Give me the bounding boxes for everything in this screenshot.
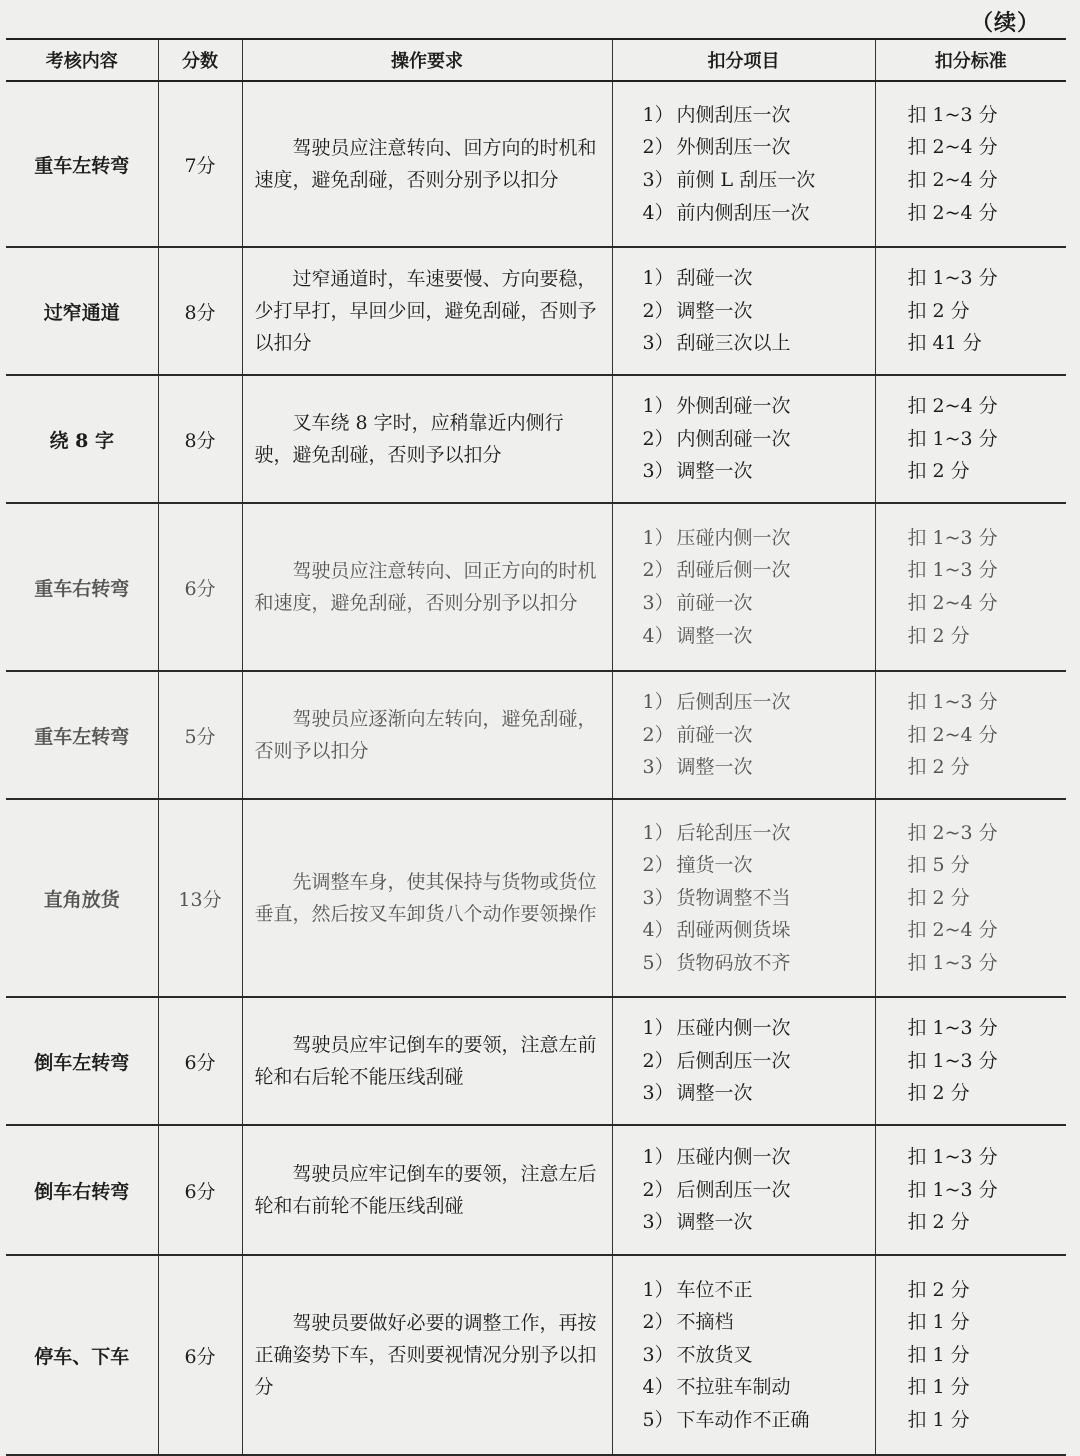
deduction-text: 后侧刮压一次: [676, 1049, 791, 1072]
deduction-text: 后轮刮压一次: [676, 821, 791, 844]
deduction-number: 2）: [642, 723, 674, 746]
deduction-number: 2）: [642, 1178, 674, 1201]
deduction-number: 3）: [642, 592, 674, 614]
cell-requirement: 过窄通道时，车速要慢、方向要稳，少打早打，早回少回，避免刮碰，否则予以扣分: [242, 247, 612, 375]
deduction-item: [643, 1045, 874, 1078]
cell-deductions: [612, 1125, 875, 1255]
deduction-standard: 扣 1~3 分: [907, 1049, 998, 1072]
deduction-item: [643, 164, 874, 197]
cell-requirement: 叉车绕 8 字时，应稍靠近内侧行驶，避免刮碰，否则予以扣分: [242, 375, 612, 503]
deduction-text: 不拉驻车制动: [676, 1376, 791, 1399]
cell-item: 绕 8 字: [6, 375, 158, 503]
cell-standards: [875, 1255, 1066, 1455]
cell-deductions: [612, 997, 875, 1125]
deduction-number: 2）: [642, 427, 674, 450]
deduction-text: 撞货一次: [676, 854, 753, 877]
deduction-item: [643, 327, 874, 360]
cell-score: 6分: [158, 503, 242, 671]
cell-score: 6分: [158, 1255, 242, 1455]
deduction-standard: 扣 2 分: [907, 299, 970, 322]
deduction-item: [643, 1339, 874, 1372]
deduction-text: 不摘档: [676, 1311, 734, 1334]
cell-item: 重车右转弯: [6, 503, 158, 671]
deduction-text: 后侧刮压一次: [676, 691, 791, 714]
table-row: [6, 1255, 1066, 1455]
deduction-text: 下车动作不正确: [676, 1408, 810, 1431]
deduction-text: 内侧刮碰一次: [676, 427, 791, 450]
deduction-standard: 扣 2 分: [907, 1211, 970, 1234]
deduction-text: 车位不正: [676, 1278, 753, 1301]
deduction-number: 1）: [642, 821, 674, 844]
deduction-standard: 扣 2~3 分: [907, 821, 998, 844]
cell-standards: [875, 247, 1066, 375]
deduction-item: [643, 817, 874, 850]
deduction-item: [643, 849, 874, 882]
cell-deductions: [612, 503, 875, 671]
cell-standards: [875, 503, 1066, 671]
cell-standards: [875, 1125, 1066, 1255]
deduction-number: 1）: [642, 103, 674, 126]
deduction-item: [643, 1371, 874, 1404]
deduction-item: [643, 522, 874, 555]
table-row: [6, 671, 1066, 799]
cell-requirement: 驾驶员应注意转向、回正方向的时机和速度，避免刮碰，否则分别予以扣分: [242, 503, 612, 671]
continuation-mark: （续）: [970, 10, 1040, 36]
deduction-item: [643, 719, 874, 752]
deduction-text: 前碰一次: [676, 723, 753, 746]
deduction-standard: 扣 2~4 分: [907, 169, 998, 191]
deduction-item: [643, 1012, 874, 1045]
deduction-text: 前侧 L 刮压一次: [676, 169, 816, 191]
deduction-standard: 扣 2 分: [907, 886, 970, 909]
deduction-text: 调整一次: [676, 1082, 753, 1105]
deduction-item: [643, 686, 874, 719]
deduction-number: 5）: [642, 951, 674, 974]
deduction-number: 4）: [642, 624, 674, 647]
table-row: [6, 503, 1066, 671]
deduction-standard: 扣 2~4 分: [907, 723, 998, 746]
deduction-standard: 扣 1 分: [907, 1408, 970, 1431]
deduction-text: 调整一次: [676, 1211, 753, 1234]
deduction-number: 3）: [642, 1082, 674, 1105]
deduction-number: 5）: [642, 1408, 674, 1431]
header-deduction: 扣分项目: [612, 39, 875, 81]
deduction-text: 刮碰两侧货垛: [676, 919, 791, 942]
deduction-item: [643, 947, 874, 980]
cell-standards: [875, 81, 1066, 247]
cell-score: 8分: [158, 247, 242, 375]
cell-deductions: [612, 247, 875, 375]
deduction-standard: 扣 2~4 分: [907, 395, 998, 418]
table-row: [6, 375, 1066, 503]
cell-item: 重车左转弯: [6, 81, 158, 247]
deduction-text: 货物调整不当: [676, 886, 791, 909]
deduction-number: 2）: [642, 854, 674, 877]
cell-item: 停车、下车: [6, 1255, 158, 1455]
deduction-item: [643, 390, 874, 423]
cell-standards: [875, 799, 1066, 997]
deduction-item: [643, 99, 874, 132]
deduction-number: 3）: [642, 460, 674, 483]
deduction-text: 外侧刮碰一次: [676, 395, 791, 418]
deduction-item: [643, 751, 874, 784]
deduction-standard: 扣 2 分: [907, 1082, 970, 1105]
deduction-text: 刮碰一次: [676, 267, 753, 290]
deduction-item: [643, 455, 874, 488]
deduction-text: 刮碰三次以上: [676, 332, 791, 355]
header-requirement: 操作要求: [242, 39, 612, 81]
cell-deductions: [612, 671, 875, 799]
deduction-standard: 扣 2 分: [907, 1278, 970, 1301]
deduction-standard: 扣 2~4 分: [907, 919, 998, 942]
table-row: [6, 997, 1066, 1125]
deduction-text: 后侧刮压一次: [676, 1178, 791, 1201]
deduction-standard: 扣 1~3 分: [907, 951, 998, 974]
deduction-number: 2）: [642, 136, 674, 159]
deduction-item: [643, 1141, 874, 1174]
header-standard: 扣分标准: [875, 39, 1066, 81]
cell-score: 7分: [158, 81, 242, 247]
deduction-text: 压碰内侧一次: [676, 1017, 791, 1040]
deduction-item: [643, 1174, 874, 1207]
deduction-number: 1）: [642, 267, 674, 290]
deduction-standard: 扣 1~3 分: [907, 267, 998, 290]
deduction-standard: 扣 1~3 分: [907, 427, 998, 450]
deduction-text: 不放货叉: [676, 1343, 753, 1366]
deduction-number: 3）: [642, 756, 674, 779]
cell-deductions: [612, 1255, 875, 1455]
deduction-standard: 扣 2 分: [907, 624, 970, 647]
deduction-standard: 扣 1~3 分: [907, 1178, 998, 1201]
cell-requirement: 驾驶员应牢记倒车的要领，注意左前轮和右后轮不能压线刮碰: [242, 997, 612, 1125]
deduction-standard: 扣 2~4 分: [907, 201, 998, 224]
deduction-number: 1）: [642, 1146, 674, 1169]
deduction-item: [643, 587, 874, 620]
deduction-item: [643, 1077, 874, 1110]
deduction-text: 压碰内侧一次: [676, 526, 791, 549]
deduction-number: 2）: [642, 299, 674, 322]
deduction-standard: 扣 1~3 分: [907, 526, 998, 549]
deduction-text: 内侧刮压一次: [676, 103, 791, 126]
deduction-number: 3）: [642, 1211, 674, 1234]
cell-item: 过窄通道: [6, 247, 158, 375]
deduction-number: 4）: [642, 201, 674, 224]
assessment-table: [6, 38, 1066, 1456]
deduction-standard: 扣 2~4 分: [907, 136, 998, 159]
deduction-text: 货物码放不齐: [676, 951, 791, 974]
header-score: 分数: [158, 39, 242, 81]
table-row: [6, 1125, 1066, 1255]
table-header-row: [6, 39, 1066, 81]
deduction-number: 3）: [642, 169, 674, 191]
cell-item: 倒车右转弯: [6, 1125, 158, 1255]
table-row: [6, 799, 1066, 997]
cell-requirement: 驾驶员应牢记倒车的要领，注意左后轮和右前轮不能压线刮碰: [242, 1125, 612, 1255]
cell-standards: [875, 997, 1066, 1125]
cell-deductions: [612, 81, 875, 247]
cell-item: 直角放货: [6, 799, 158, 997]
deduction-text: 前内侧刮压一次: [676, 201, 810, 224]
deduction-standard: 扣 2 分: [907, 460, 970, 483]
deduction-item: [643, 1404, 874, 1437]
deduction-number: 1）: [642, 1017, 674, 1040]
deduction-text: 压碰内侧一次: [676, 1146, 791, 1169]
deduction-item: [643, 882, 874, 915]
deduction-item: [643, 1306, 874, 1339]
deduction-standard: 扣 2 分: [907, 756, 970, 779]
cell-score: 6分: [158, 997, 242, 1125]
deduction-item: [643, 914, 874, 947]
deduction-number: 3）: [642, 332, 674, 355]
cell-deductions: [612, 799, 875, 997]
deduction-number: 3）: [642, 886, 674, 909]
cell-requirement: 驾驶员应注意转向、回方向的时机和速度，避免刮碰，否则分别予以扣分: [242, 81, 612, 247]
deduction-item: [643, 620, 874, 653]
cell-item: 重车左转弯: [6, 671, 158, 799]
table-row: [6, 247, 1066, 375]
deduction-text: 调整一次: [676, 299, 753, 322]
deduction-standard: 扣 5 分: [907, 854, 970, 877]
deduction-number: 2）: [642, 1311, 674, 1334]
deduction-text: 调整一次: [676, 756, 753, 779]
deduction-number: 2）: [642, 559, 674, 582]
deduction-number: 1）: [642, 526, 674, 549]
deduction-standard: 扣 1~3 分: [907, 691, 998, 714]
deduction-item: [643, 423, 874, 456]
deduction-number: 1）: [642, 395, 674, 418]
cell-standards: [875, 375, 1066, 503]
deduction-item: [643, 554, 874, 587]
deduction-number: 1）: [642, 691, 674, 714]
deduction-standard: 扣 1~3 分: [907, 1146, 998, 1169]
deduction-text: 调整一次: [676, 624, 753, 647]
deduction-text: 调整一次: [676, 460, 753, 483]
cell-score: 6分: [158, 1125, 242, 1255]
deduction-number: 4）: [642, 1376, 674, 1399]
deduction-standard: 扣 1 分: [907, 1376, 970, 1399]
cell-requirement: 先调整车身，使其保持与货物或货位垂直，然后按叉车卸货八个动作要领操作: [242, 799, 612, 997]
cell-score: 5分: [158, 671, 242, 799]
deduction-standard: 扣 1~3 分: [907, 559, 998, 582]
deduction-item: [643, 262, 874, 295]
deduction-text: 外侧刮压一次: [676, 136, 791, 159]
deduction-standard: 扣 41 分: [907, 332, 982, 355]
cell-requirement: 驾驶员应逐渐向左转向，避免刮碰，否则予以扣分: [242, 671, 612, 799]
deduction-number: 1）: [642, 1278, 674, 1301]
deduction-standard: 扣 1 分: [907, 1343, 970, 1366]
deduction-item: [643, 1206, 874, 1239]
deduction-text: 刮碰后侧一次: [676, 559, 791, 582]
deduction-standard: 扣 2~4 分: [907, 592, 998, 614]
deduction-item: [643, 295, 874, 328]
deduction-standard: 扣 1~3 分: [907, 1017, 998, 1040]
deduction-number: 2）: [642, 1049, 674, 1072]
deduction-standard: 扣 1~3 分: [907, 103, 998, 126]
table-row: [6, 81, 1066, 247]
deduction-item: [643, 197, 874, 230]
cell-score: 8分: [158, 375, 242, 503]
deduction-number: 3）: [642, 1343, 674, 1366]
deduction-text: 前碰一次: [676, 592, 753, 614]
deduction-standard: 扣 1 分: [907, 1311, 970, 1334]
header-item: 考核内容: [6, 39, 158, 81]
deduction-item: [643, 131, 874, 164]
cell-item: 倒车左转弯: [6, 997, 158, 1125]
deduction-item: [643, 1274, 874, 1307]
cell-deductions: [612, 375, 875, 503]
cell-requirement: 驾驶员要做好必要的调整工作，再按正确姿势下车，否则要视情况分别予以扣分: [242, 1255, 612, 1455]
cell-standards: [875, 671, 1066, 799]
cell-score: 13分: [158, 799, 242, 997]
deduction-number: 4）: [642, 919, 674, 942]
